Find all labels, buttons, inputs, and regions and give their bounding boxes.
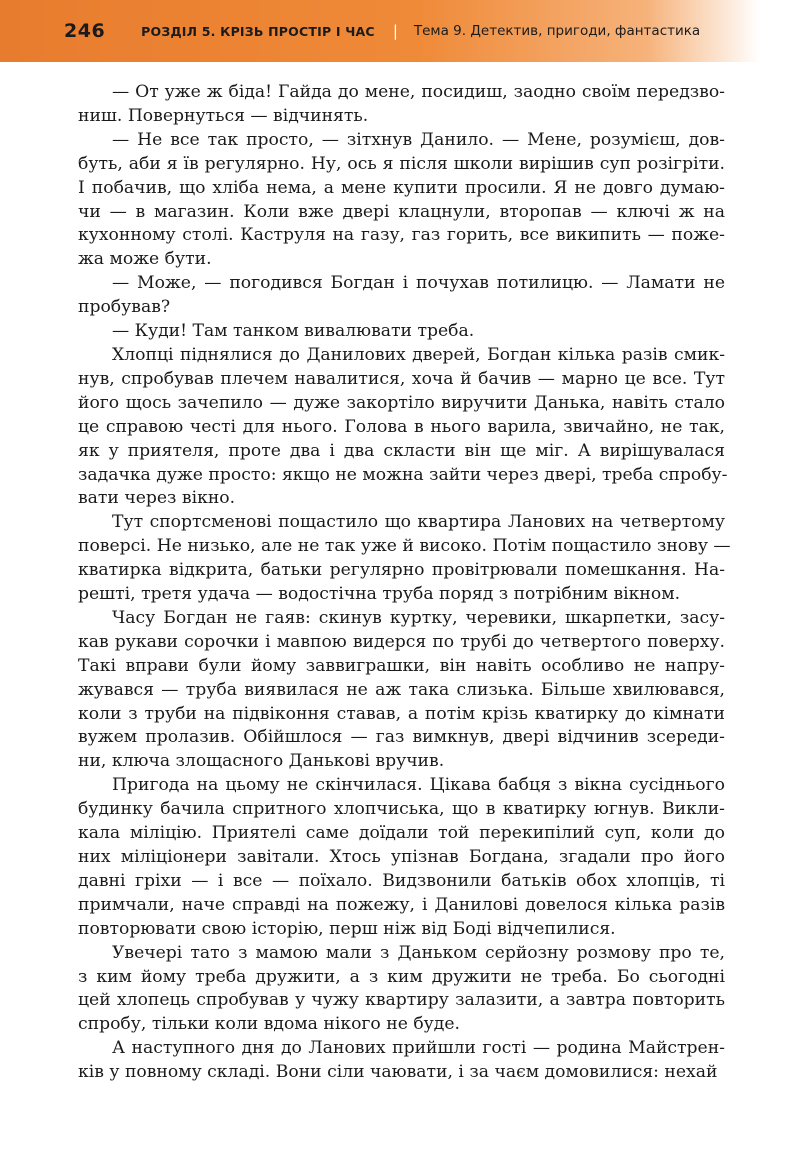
paragraph [78,320,725,344]
text-line: жувався — труба виявилася не аж така слизька. Більше хвилювався, [78,679,725,700]
text-line: Тут спортсменові пощастило що квартира Ланових на четвертому [112,512,725,533]
topic-title: Тема 9. Детектив, пригоди, фантастика [413,23,701,39]
text-line: них міліціонери завітали. Хтось упізнав Богдана, згадали про його [78,847,725,867]
story-text [78,81,731,1085]
text-line: вати через вікно. [78,488,236,509]
text-line: І побачив, що хліба нема, а мене купити просили. Я не довго думаю- [78,177,725,198]
text-line: — Не все так просто, — зітхнув Данило. — Мене, розумієш, дов- [112,129,725,150]
text-line: поверсі. Не низько, але не так уже й високо. Потім пощастило знову — [78,536,731,557]
text-line: задачка дуже просто: якщо не можна зайти через двері, треба спробу- [78,464,728,485]
text-line: кав рукави сорочки і мавпою видерся по трубі до четвертого поверху. [78,631,725,652]
text-line: пробував? [78,297,171,318]
text-line: нув, спробував плечем навалитися, хоча й бачив — марно це все. Тут [78,368,725,389]
paragraph [78,1037,725,1085]
text-line: вужем пролазив. Обійшлося — газ вимкнув, двері відчинив зсереди- [78,727,725,748]
text-line: кухонному столі. Каструля на газу, газ горить, все википить — поже- [78,225,725,246]
text-line: Часу Богдан не гаяв: скинув куртку, черевики, шкарпетки, засу- [112,607,725,628]
text-line: Пригода на цьому не скінчилася. Цікава бабця з вікна сусіднього [112,775,725,796]
section-title: РОЗДІЛ 5. КРІЗЬ ПРОСТІР І ЧАС [141,23,375,39]
text-line: Такі вправи були йому заввиграшки, він навіть особливо не напру- [78,655,725,676]
text-line: ниш. Повернуться — відчинять. [78,105,369,126]
text-line: повторювати свою історію, перш ніж від Боді відчепилися. [78,918,616,939]
paragraph [78,511,731,607]
text-line: — Може, — погодився Богдан і почухав потилицю. — Ламати не [112,273,725,294]
text-line: — От уже ж біда! Гайда до мене, посидиш, заодно своїм передзво- [112,82,725,102]
text-line: — Куди! Там танком вивалювати треба. [112,321,475,342]
text-line: коли з труби на підвіконня ставав, а потім крізь кватирку до кімнати [78,703,725,724]
text-line: кала міліцію. Приятелі саме доїдали той перекипілий суп, коли до [78,823,725,844]
text-line: ків у повному складі. Вони сіли чаювати, і за чаєм домовилися: нехай [78,1062,718,1083]
text-line: його щось зачепило — дуже закортіло виручити Данька, навіть стало [78,392,725,413]
text-line: Увечері тато з мамою мали з Даньком серйозну розмову про те, [112,942,725,963]
text-line: спробу, тільки коли вдома нікого не буде. [78,1014,461,1035]
text-line: цей хлопець спробував у чужу квартиру залазити, а завтра повторить [78,990,725,1011]
paragraph [78,129,725,272]
text-line: ни, ключа злощасного Данькові вручив. [78,751,445,772]
text-line: Хлопці піднялися до Данилових дверей, Богдан кілька разів смик- [112,344,725,365]
paragraph [78,344,728,511]
text-line: це справою честі для нього. Голова в нього варила, звичайно, не так, [78,416,725,437]
text-line: буть, аби я їв регулярно. Ну, ось я після школи вирішив суп розігріти. [78,153,725,174]
page-number: 246 [64,20,106,42]
text-line: примчали, наче справді на пожежу, і Даниловi довелося кілька разів [78,894,725,915]
text-line: решті, третя удача — водостічна труба поряд з потрібним вікном. [78,584,681,605]
text-line: як у приятеля, проте два і два скласти він ще міг. А вирішувалася [78,440,725,461]
page-header [0,0,760,62]
paragraph [78,81,725,129]
text-line: давні гріхи — і все — поїхало. Видзвонили батьків обох хлопців, ті [78,870,725,891]
text-line: будинку бачила спритного хлопчиська, що в кватирку югнув. Викли- [78,799,725,820]
header-divider: | [392,22,398,40]
paragraph [78,272,725,320]
text-line: А наступного дня до Ланових прийшли гості — родина Майстрен- [112,1038,725,1059]
text-line: чи — в магазин. Коли вже двері клацнули, второпав — ключі ж на [78,201,725,222]
text-line: кватирка відкрита, батьки регулярно провітрювали помешкання. На- [78,560,725,581]
paragraph [78,942,725,1038]
paragraph [78,774,725,941]
text-line: з ким йому треба дружити, а з ким дружити не треба. Бо сьогодні [78,966,725,987]
paragraph [78,607,725,774]
text-line: жа може бути. [78,249,212,270]
